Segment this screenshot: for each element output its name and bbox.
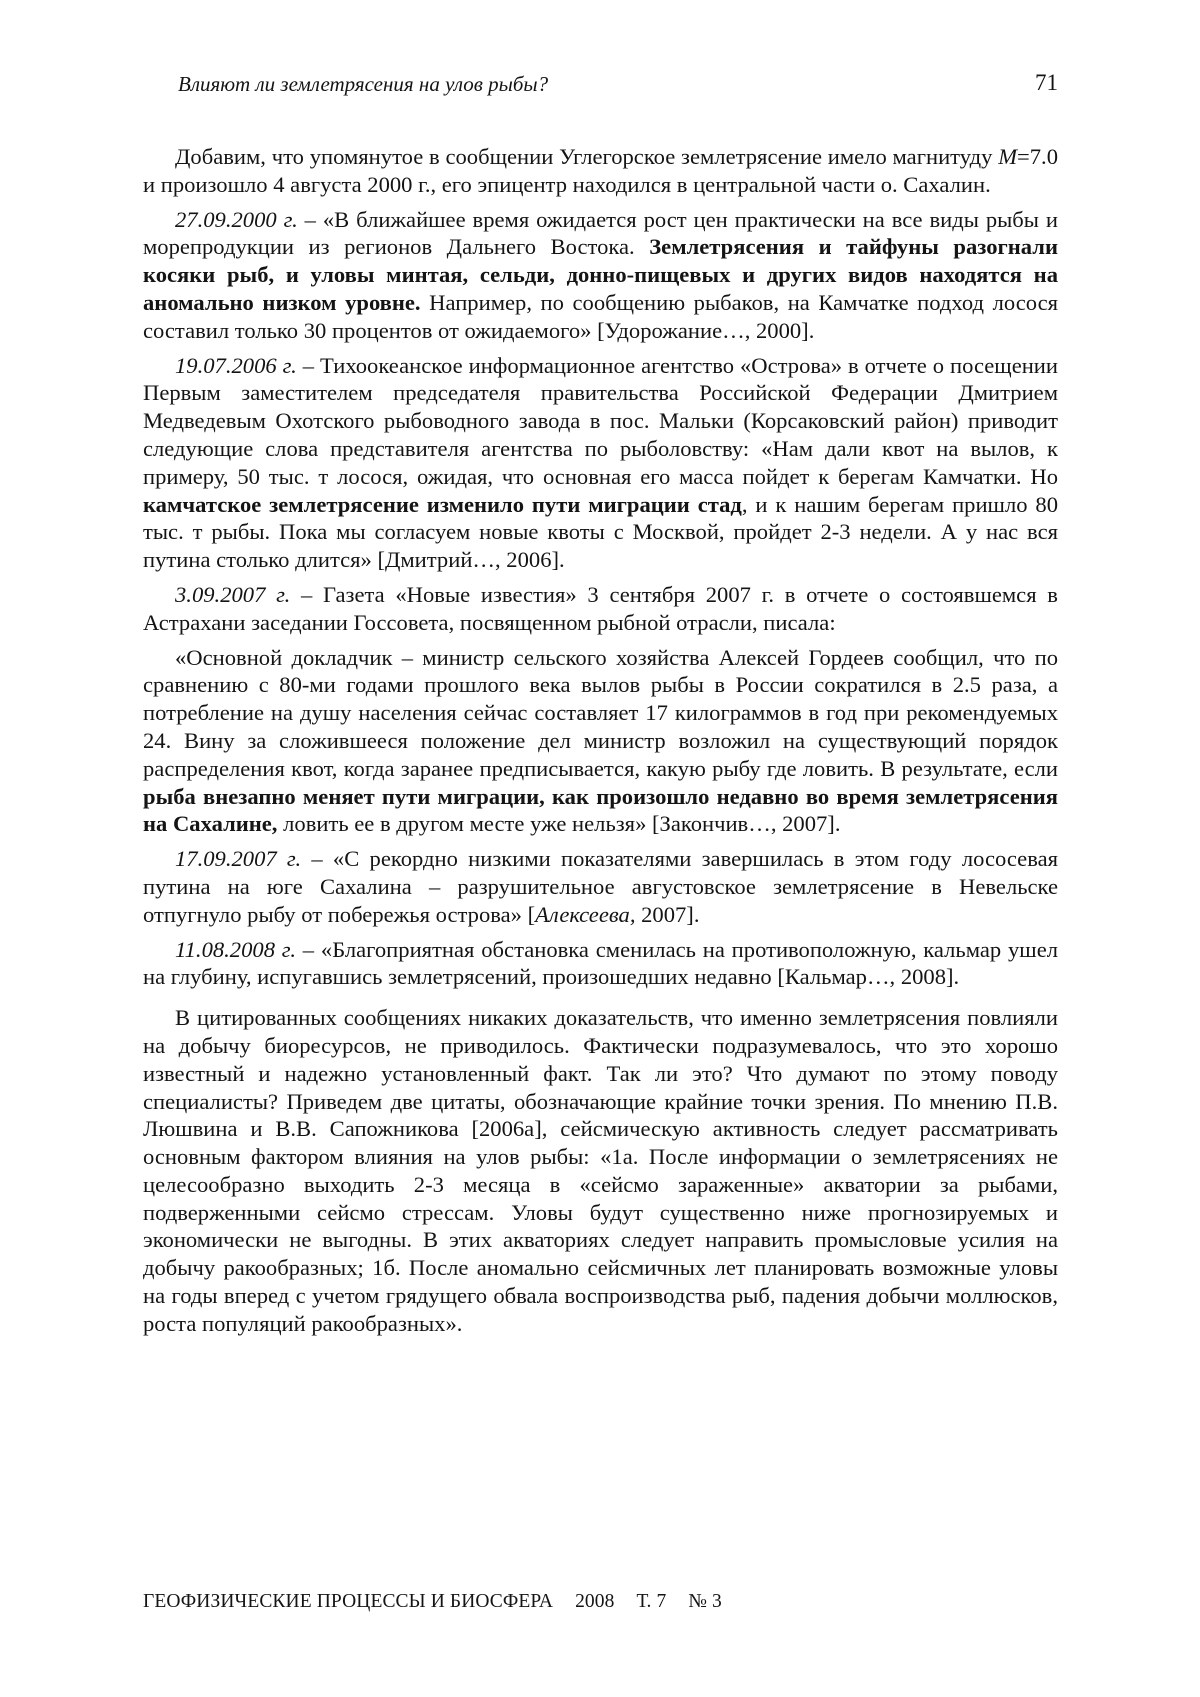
text-run: – Газета «Новые известия» 3 сентября 2007 г. в отчете о состоявшемся в Астрахани заседании Госсовета, посвященном рыбной отрасли, писала: [143,581,1058,635]
paragraph [143,936,1058,992]
journal-footer [143,1591,744,1613]
journal-volume: Т. 7 [636,1591,667,1612]
journal-name: ГЕОФИЗИЧЕСКИЕ ПРОЦЕССЫ И БИОСФЕРА [143,1591,554,1612]
text-run-italic: Алексеева, [535,901,636,927]
journal-issue: № 3 [688,1591,722,1612]
paragraph [143,352,1058,574]
text-run: Добавим, что упомянутое в сообщении Углегорское землетрясение имело магнитуду [175,144,999,169]
text-run: ловить ее в другом месте уже нельзя» [Закончив…, 2007]. [277,811,841,837]
text-run: Например, по сообщению рыбаков, на Камчатке подход лосося составил только 30 процентов от ожидаемого» [Удорожание…, 2000]. [143,289,1059,343]
text-run: =7.0 и произошло 4 августа 2000 г., его эпицентр находился в центральной части о. Сахалин. [143,144,1058,197]
text-run: , и к нашим берегам пришло 80 тыс. т рыбы. Пока мы согласуем новые квоты с Москвой, пройдет 2-3 недели. А у нас вся путина столько длится» [Дмитрий…, 2006]. [143,491,1058,573]
text-run-bold: рыба внезапно меняет пути миграции, как произошло недавно во время землетрясения на Сахалине, [143,783,1058,837]
text-run: – Тихоокеанское информационное агентство «Острова» в отчете о посещении Первым заместителем председателя правительства Российской Федерации Дмитрием Медведевым Охотского рыбоводного завода в пос. Мальки (Корсаковский район) приводит следующие слова представителя агентства по рыболовству: «Нам дали квот на вылов, к примеру, 50 тыс. т лосося, ожидая, что основная его масса пойдет к берегам Камчатки. Но [143,352,1058,489]
text-run: – «Благоприятная обстановка сменилась на противоположную, кальмар ушел на глубину, испугавшись землетрясений, произошедших недавно [Кальмар…, 2008]. [143,936,1058,990]
paragraph [143,644,1058,839]
entry-date: 11.08.2008 г. [175,936,296,962]
entry-date: 27.09.2000 г. [175,206,298,232]
journal-year: 2008 [575,1591,615,1612]
page-number: 71 [1035,70,1058,95]
paragraph [143,581,1058,637]
entry-date: 17.09.2007 г. [175,846,302,872]
paragraph [143,206,1058,345]
paragraph [143,845,1058,928]
text-run: 2007]. [635,901,700,927]
text-run-bold: Землетрясения и тайфуны разогнали косяки рыб, и уловы минтая, сельди, донно-пищевых и других видов находятся на аномально низком уровне. [143,234,1058,315]
entry-date: 19.07.2006 г. [175,352,297,378]
text-run-italic: M [998,144,1018,169]
text-run: В цитированных сообщениях никаких доказательств, что именно землетрясения повлияли на добычу биоресурсов, не приводилось. Фактически подразумевалось, что это хорошо известный и надежно установленный факт. Так ли это? Что думают по этому поводу специалисты? Приведем две цитаты, обозначающие крайние точки зрения. По мнению П.В. Люшвина и В.В. Сапожникова [2006а], сейсмическую активность следует рассматривать основным фактором влияния на улов рыбы: «1а. После информации о землетрясениях не целесообразно выходить 2-3 месяца в «сейсмо зараженные» акватории за рыбами, подверженными сейсмо стрессам. Уловы будут существенно ниже прогнозируемых и экономически не выгодны. В этих акваториях следует направить промысловые усилия на добычу ракообразных; 1б. После аномально сейсмичных лет планировать возможные уловы на годы вперед с учетом грядущего обвала воспроизводства рыб, падения добычи моллюсков, роста популяций ракообразных». [143,1005,1058,1336]
text-run: – «С рекордно низкими показателями завершилась в этом году лососевая путина на юге Сахалина – разрушительное августовское землетрясение в Невельске отпугнуло рыбу от побережья острова» [ [143,846,1058,927]
text-run: – «В ближайшее время ожидается рост цен практически на все виды рыбы и морепродукции из регионов Дальнего Востока. [143,206,1058,260]
running-head: Влияют ли землетрясения на улов рыбы? [178,72,549,96]
paragraph [143,1004,1058,1338]
paragraph [143,143,1058,199]
text-run: «Основной докладчик – министр сельского хозяйства Алексей Гордеев сообщил, что по сравнению с 80-ми годами прошлого века вылов рыбы в России сократился в 2.5 раза, а потребление на душу населения сейчас составляет 17 килограммов в год при рекомендуемых 24. Вину за сложившееся положение дел министр возложил на существующий порядок распределения квот, когда заранее предписывается, какую рыбу где ловить. В результате, если [143,644,1058,781]
entry-date: 3.09.2007 г. [175,581,291,607]
article-body [143,143,1058,1345]
text-run-bold: камчатское землетрясение изменило пути миграции стад [143,491,742,517]
